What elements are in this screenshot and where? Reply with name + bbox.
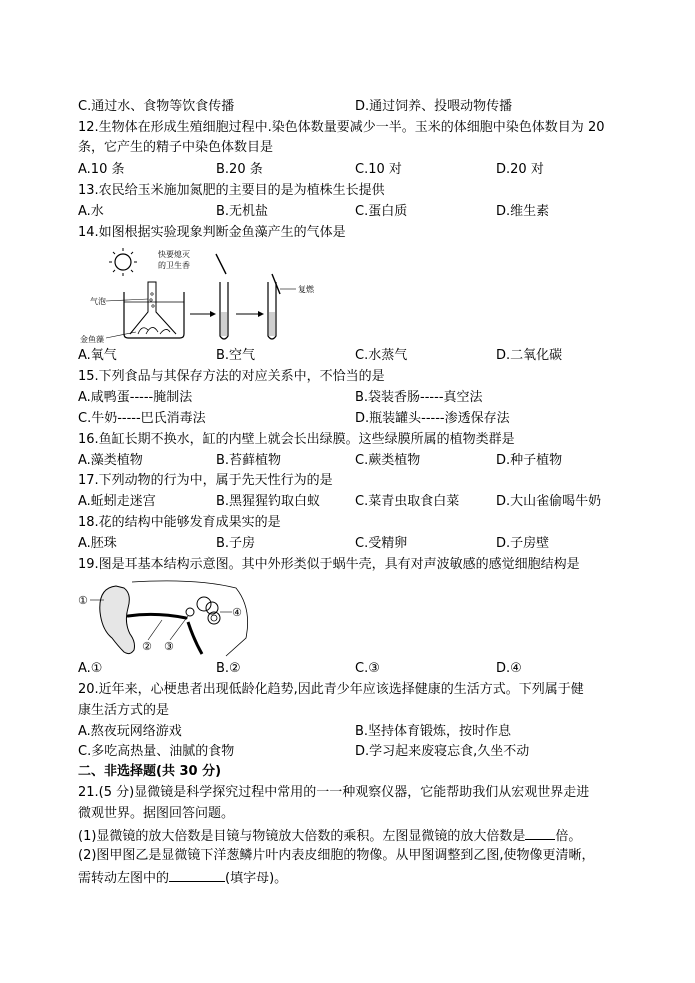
test-tube-1	[220, 282, 228, 339]
plant-label: 金鱼藻	[80, 335, 104, 344]
q14-option-d: D.二氧化碳	[496, 348, 563, 363]
q18-option-a: A.胚珠	[78, 536, 117, 551]
beaker	[124, 282, 184, 338]
q13-stem: 13.农民给玉米施加氮肥的主要目的是为植株生长提供	[78, 183, 385, 198]
q16-stem: 16.鱼缸长期不换水，缸的内壁上就会长出绿膜。这些绿膜所属的植物类群是	[78, 432, 515, 447]
q20-option-b: B.坚持体育锻炼，按时作息	[355, 724, 512, 739]
q15-option-b: B.袋装香肠-----真空法	[355, 390, 483, 405]
section-2-heading: 二、非选择题(共 30 分)	[78, 764, 222, 779]
ear-marker-4: ④	[232, 606, 242, 619]
q17-option-c: C.菜青虫取食白菜	[355, 494, 460, 509]
q14-option-c: C.水蒸气	[355, 348, 408, 363]
q14-option-b: B.空气	[216, 348, 256, 363]
q15-option-d: D.瓶装罐头-----渗透保存法	[355, 411, 510, 426]
ear-marker-1: ①	[78, 594, 88, 607]
q21-part2-end: (填字母)。	[225, 871, 288, 886]
q16-option-a: A.藻类植物	[78, 453, 143, 468]
q21-part2-blank	[169, 869, 225, 882]
q12-option-a: A.10 条	[78, 162, 125, 177]
q12-option-d: D.20 对	[496, 162, 544, 177]
q16-option-b: B.苔藓植物	[216, 453, 282, 468]
q11-option-d: D.通过饲养、投喂动物传播	[355, 99, 513, 114]
q11-option-c: C.通过水、食物等饮食传播	[78, 99, 235, 114]
q13-option-d: D.维生素	[496, 204, 550, 219]
q21-part1	[78, 827, 581, 845]
incense-label-line1: 快要熄灭	[158, 250, 190, 259]
q20-option-d: D.学习起来废寝忘食,久坐不动	[355, 744, 530, 759]
q14-stem: 14.如图根据实验现象判断金鱼藻产生的气体是	[78, 225, 346, 240]
q18-option-b: B.子房	[216, 536, 256, 551]
bubbles-label: 气泡	[90, 297, 106, 306]
q14-option-a: A.氧气	[78, 348, 117, 363]
q19-ear-figure	[76, 578, 256, 658]
q12-stem-line1: 12.生物体在形成生殖细胞过程中.染色体数量要减少一半。玉米的体细胞中染色体数目为 20	[78, 120, 605, 135]
q12-stem-line2: 条，它产生的精子中染色体数目是	[78, 140, 274, 155]
ear-marker-3: ③	[164, 640, 174, 653]
sun-icon	[109, 248, 137, 276]
q19-stem: 19.图是耳基本结构示意图。其中外形类似于蜗牛壳，具有对声波敏感的感觉细胞结构是	[78, 557, 580, 572]
q19-option-b: B.②	[216, 661, 241, 676]
q21-stem-line1: 21.(5 分)显微镜是科学探究过程中常用的一一种观察仪器，它能帮助我们从宏观世界走进	[78, 785, 590, 800]
q16-option-d: D.种子植物	[496, 453, 563, 468]
incense-label-line2: 的卫生香	[158, 261, 190, 270]
ear-marker-2: ②	[142, 640, 152, 653]
q21-part2-text: 需转动左图中的	[78, 871, 170, 886]
q19-option-a: A.①	[78, 661, 103, 676]
q19-option-d: D.④	[496, 661, 522, 676]
q15-option-c: C.牛奶-----巴氏消毒法	[78, 411, 206, 426]
q13-option-b: B.无机盐	[216, 204, 269, 219]
q21-part2-line2	[78, 869, 287, 887]
q13-option-c: C.蛋白质	[355, 204, 408, 219]
q21-part1-blank	[525, 827, 555, 840]
q19-option-c: C.③	[355, 661, 380, 676]
q20-stem-line1: 20.近年来，心梗患者出现低龄化趋势,因此青少年应该选择健康的生活方式。下列属于健	[78, 682, 584, 697]
q15-stem: 15.下列食品与其保存方法的对应关系中，不恰当的是	[78, 369, 385, 384]
q20-option-c: C.多吃高热量、油腻的食物	[78, 744, 235, 759]
q14-experiment-figure	[76, 244, 346, 346]
q18-option-d: D.子房壁	[496, 536, 550, 551]
q13-option-a: A.水	[78, 204, 104, 219]
q16-option-c: C.蕨类植物	[355, 453, 421, 468]
q21-stem-line2: 微观世界。据图回答问题。	[78, 806, 235, 821]
q21-part1-end: 倍。	[555, 829, 582, 844]
q17-option-b: B.黑猩猩钓取白蚁	[216, 494, 321, 509]
q18-stem: 18.花的结构中能够发育成果实的是	[78, 515, 281, 530]
q17-option-a: A.蚯蚓走迷宫	[78, 494, 156, 509]
q15-option-a: A.咸鸭蛋-----腌制法	[78, 390, 193, 405]
q17-stem: 17.下列动物的行为中，属于先天性行为的是	[78, 473, 333, 488]
q21-part2-line1: (2)图甲图乙是显微镜下洋葱鳞片叶内表皮细胞的物像。从甲图调整到乙图,使物像更清晰，	[78, 848, 595, 863]
q12-option-c: C.10 对	[355, 162, 402, 177]
reignite-label: 复燃	[298, 285, 314, 294]
q17-option-d: D.大山雀偷喝牛奶	[496, 494, 602, 509]
q20-option-a: A.熬夜玩网络游戏	[78, 724, 182, 739]
q21-part1-text: (1)显微镜的放大倍数是目镜与物镜放大倍数的乘积。左图显微镜的放大倍数是	[78, 829, 526, 844]
q18-option-c: C.受精卵	[355, 536, 408, 551]
q12-option-b: B.20 条	[216, 162, 263, 177]
q20-stem-line2: 康生活方式的是	[78, 703, 170, 718]
